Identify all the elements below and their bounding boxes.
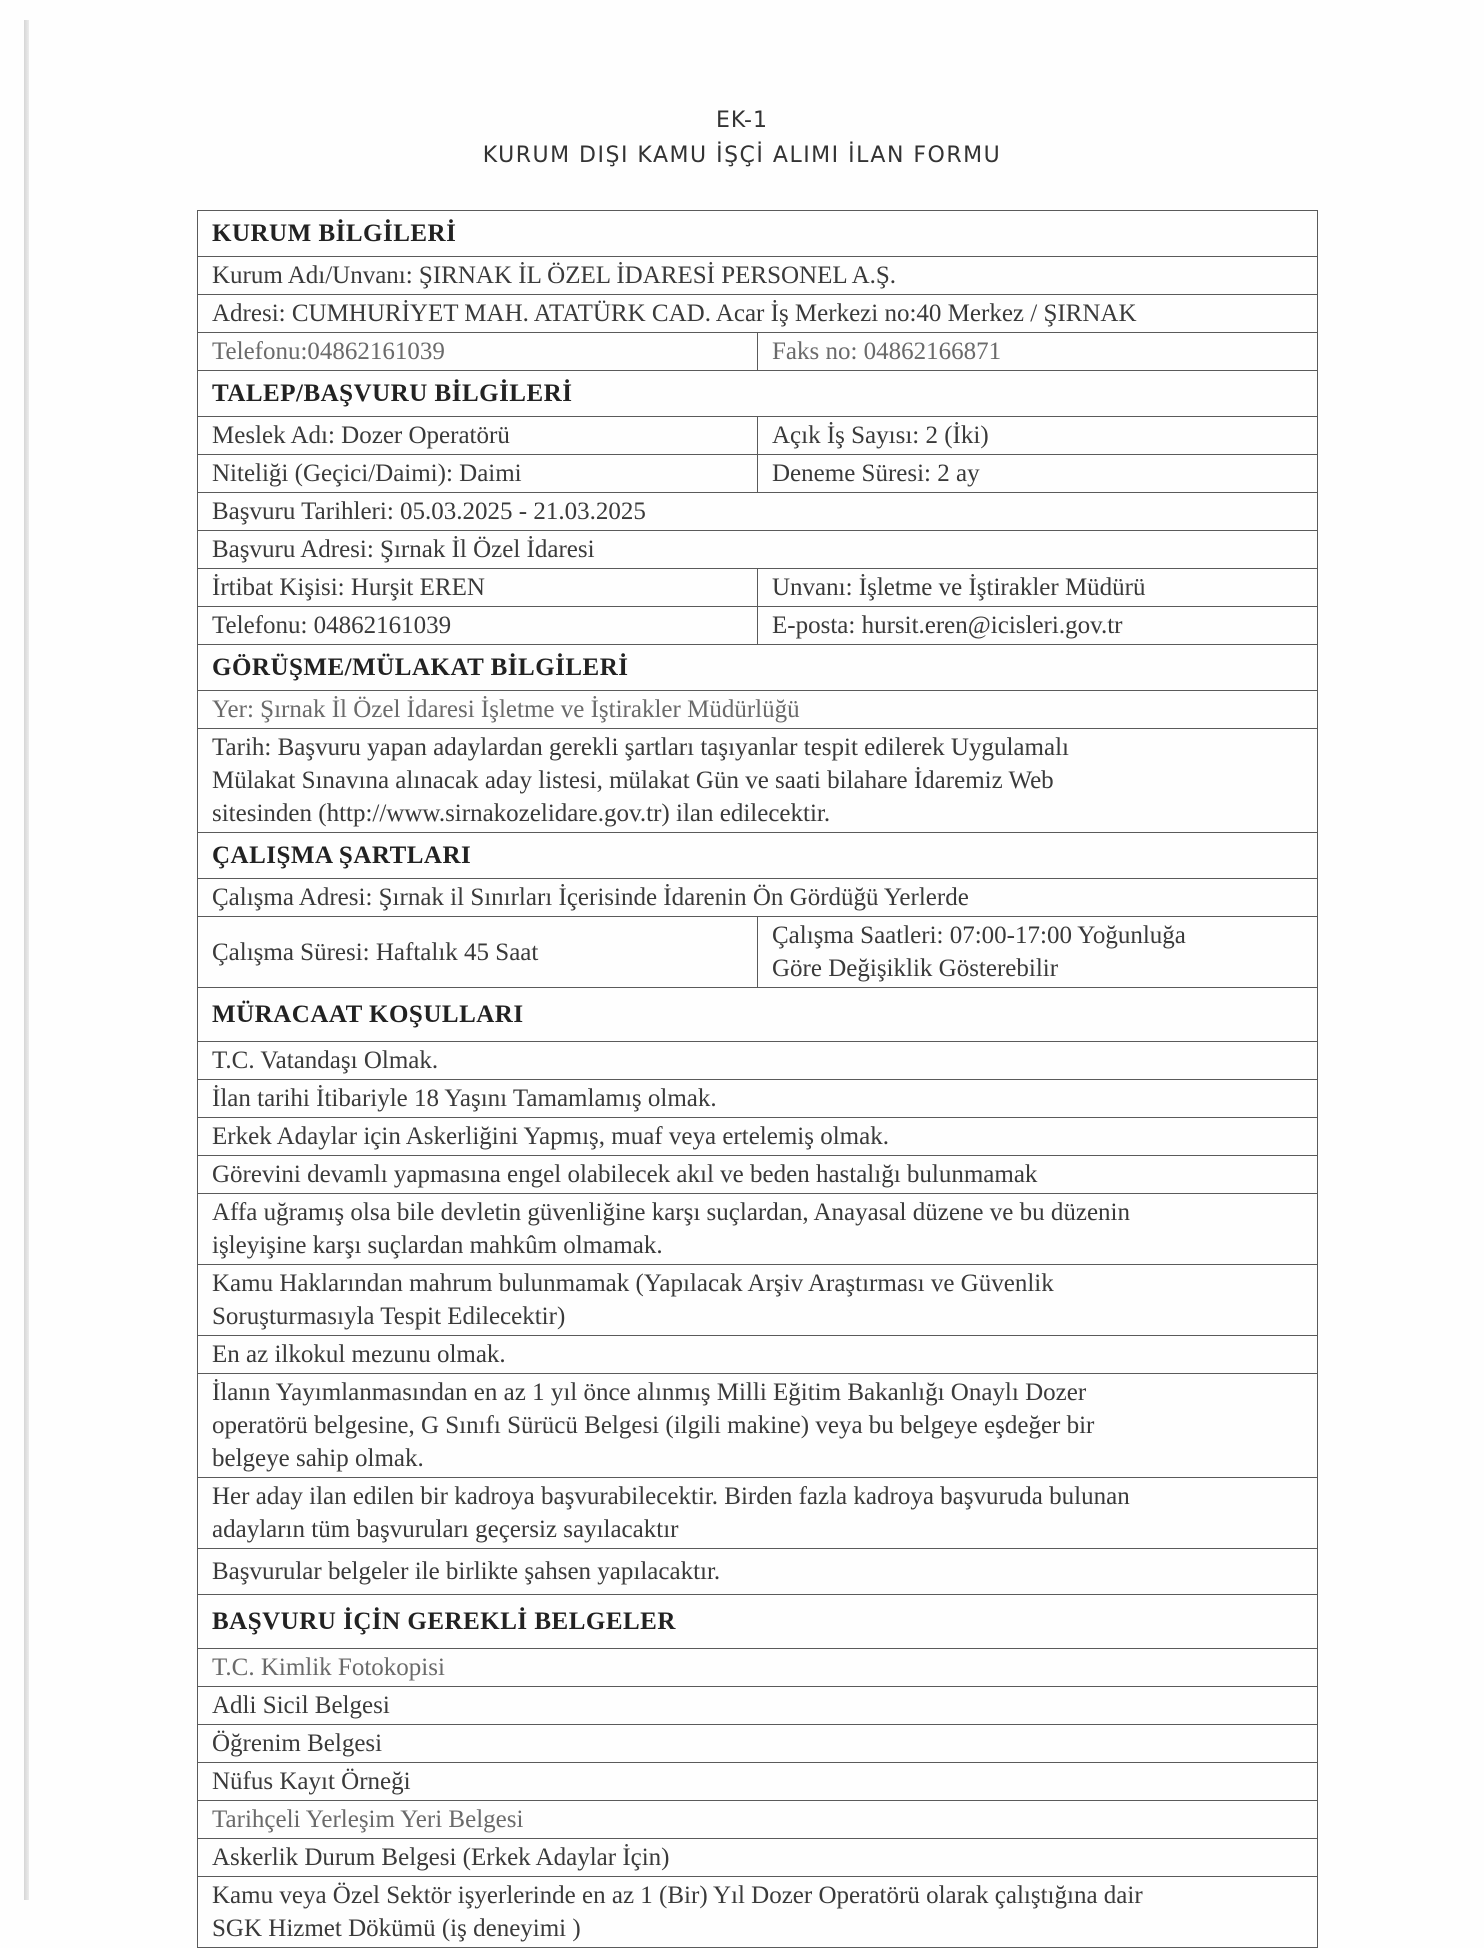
- muracaat-item: [198, 1478, 1318, 1549]
- gorusme-tarih: [198, 729, 1318, 833]
- basvuru-adresi: Başvuru Adresi: Şırnak İl Özel İdaresi: [198, 531, 1318, 569]
- calisma-saatleri-line: Göre Değişiklik Gösterebilir: [772, 955, 1059, 982]
- muracaat-item: Başvurular belgeler ile birlikte şahsen yapılacaktır.: [198, 1549, 1318, 1595]
- gorusme-tarih-line: Tarih: Başvuru yapan adaylardan gerekli şartları taşıyanlar tespit edilerek Uygulamalı: [212, 734, 1069, 761]
- muracaat-line: adayların tüm başvuruları geçersiz sayılacaktır: [212, 1516, 679, 1543]
- section-heading-muracaat: MÜRACAAT KOŞULLARI: [198, 988, 1318, 1042]
- muracaat-item: [198, 1374, 1318, 1478]
- section-muracaat: [198, 988, 1318, 1042]
- muracaat-item: [198, 1194, 1318, 1265]
- muracaat-item: [198, 1265, 1318, 1336]
- kurum-faks: Faks no: 04862166871: [758, 333, 1318, 371]
- form-title: KURUM DIŞI KAMU İŞÇİ ALIMI İLAN FORMU: [482, 143, 1002, 168]
- section-heading-talep: TALEP/BAŞVURU BİLGİLERİ: [198, 371, 1318, 417]
- section-talep: [198, 371, 1318, 417]
- basvuru-tarihleri: Başvuru Tarihleri: 05.03.2025 - 21.03.2025: [198, 493, 1318, 531]
- acik-is-sayisi: Açık İş Sayısı: 2 (İki): [758, 417, 1318, 455]
- muracaat-line: Soruşturmasıyla Tespit Edilecektir): [212, 1303, 566, 1330]
- muracaat-item: T.C. Vatandaşı Olmak.: [198, 1042, 1318, 1080]
- section-heading-calisma: ÇALIŞMA ŞARTLARI: [198, 833, 1318, 879]
- gorusme-yer: Yer: Şırnak İl Özel İdaresi İşletme ve İştirakler Müdürlüğü: [198, 691, 1318, 729]
- section-kurum: [198, 211, 1318, 257]
- nitelik: Niteliği (Geçici/Daimi): Daimi: [198, 455, 758, 493]
- muracaat-line: belgeye sahip olmak.: [212, 1445, 424, 1472]
- muracaat-item: İlan tarihi İtibariyle 18 Yaşını Tamamlamış olmak.: [198, 1080, 1318, 1118]
- document-header: [0, 108, 1484, 168]
- belge-item: T.C. Kimlik Fotokopisi: [198, 1649, 1318, 1687]
- section-heading-gorusme: GÖRÜŞME/MÜLAKAT BİLGİLERİ: [198, 645, 1318, 691]
- irtibat-eposta: E-posta: hursit.eren@icisleri.gov.tr: [758, 607, 1318, 645]
- announcement-form-table: [197, 210, 1318, 1948]
- muracaat-item: Erkek Adaylar için Askerliğini Yapmış, muaf veya ertelemiş olmak.: [198, 1118, 1318, 1156]
- section-gorusme: [198, 645, 1318, 691]
- section-heading-belgeler: BAŞVURU İÇİN GEREKLİ BELGELER: [198, 1595, 1318, 1649]
- muracaat-line: işleyişine karşı suçlardan mahkûm olmamak.: [212, 1232, 663, 1259]
- calisma-adresi: Çalışma Adresi: Şırnak il Sınırları İçerisinde İdarenin Ön Gördüğü Yerlerde: [198, 879, 1318, 917]
- gorusme-tarih-line: sitesinden (http://www.sirnakozelidare.gov.tr) ilan edilecektir.: [212, 800, 831, 827]
- muracaat-line: Affa uğramış olsa bile devletin güvenliğine karşı suçlardan, Anayasal düzene ve bu düzenin: [212, 1199, 1131, 1226]
- muracaat-item: Görevini devamlı yapmasına engel olabilecek akıl ve beden hastalığı bulunmamak: [198, 1156, 1318, 1194]
- belge-line: SGK Hizmet Dökümü (iş deneyimi ): [212, 1915, 581, 1942]
- irtibat-unvan: Unvanı: İşletme ve İştirakler Müdürü: [758, 569, 1318, 607]
- belge-item: [198, 1877, 1318, 1948]
- belge-item: Adli Sicil Belgesi: [198, 1687, 1318, 1725]
- section-heading-kurum: KURUM BİLGİLERİ: [198, 211, 1318, 257]
- section-calisma: [198, 833, 1318, 879]
- kurum-telefon: Telefonu:04862161039: [198, 333, 758, 371]
- gorusme-tarih-line: Mülakat Sınavına alınacak aday listesi, mülakat Gün ve saati bilahare İdaremiz Web: [212, 767, 1054, 794]
- calisma-saatleri: [758, 917, 1318, 988]
- scan-edge: [24, 20, 29, 1900]
- section-belgeler: [198, 1595, 1318, 1649]
- annex-label: EK-1: [716, 108, 768, 133]
- calisma-suresi: Çalışma Süresi: Haftalık 45 Saat: [198, 917, 758, 988]
- muracaat-line: İlanın Yayımlanmasından en az 1 yıl önce alınmış Milli Eğitim Bakanlığı Onaylı Dozer: [212, 1379, 1087, 1406]
- muracaat-line: Kamu Haklarından mahrum bulunmamak (Yapılacak Arşiv Araştırması ve Güvenlik: [212, 1270, 1054, 1297]
- calisma-saatleri-line: Çalışma Saatleri: 07:00-17:00 Yoğunluğa: [772, 922, 1186, 949]
- muracaat-line: operatörü belgesine, G Sınıfı Sürücü Belgesi (ilgili makine) veya bu belgeye eşdeğer bir: [212, 1412, 1095, 1439]
- muracaat-line: Her aday ilan edilen bir kadroya başvurabilecektir. Birden fazla kadroya başvuruda bulunan: [212, 1483, 1130, 1510]
- belge-item: Öğrenim Belgesi: [198, 1725, 1318, 1763]
- meslek-adi: Meslek Adı: Dozer Operatörü: [198, 417, 758, 455]
- irtibat-kisisi: İrtibat Kişisi: Hurşit EREN: [198, 569, 758, 607]
- belge-item: Askerlik Durum Belgesi (Erkek Adaylar İçin): [198, 1839, 1318, 1877]
- belge-item: Nüfus Kayıt Örneği: [198, 1763, 1318, 1801]
- kurum-adres: Adresi: CUMHURİYET MAH. ATATÜRK CAD. Acar İş Merkezi no:40 Merkez / ŞIRNAK: [198, 295, 1318, 333]
- belge-line: Kamu veya Özel Sektör işyerlerinde en az 1 (Bir) Yıl Dozer Operatörü olarak çalıştığına dair: [212, 1882, 1143, 1909]
- kurum-adi: Kurum Adı/Unvanı: ŞIRNAK İL ÖZEL İDARESİ PERSONEL A.Ş.: [198, 257, 1318, 295]
- irtibat-telefon: Telefonu: 04862161039: [198, 607, 758, 645]
- muracaat-item: En az ilkokul mezunu olmak.: [198, 1336, 1318, 1374]
- deneme-suresi: Deneme Süresi: 2 ay: [758, 455, 1318, 493]
- belge-item: Tarihçeli Yerleşim Yeri Belgesi: [198, 1801, 1318, 1839]
